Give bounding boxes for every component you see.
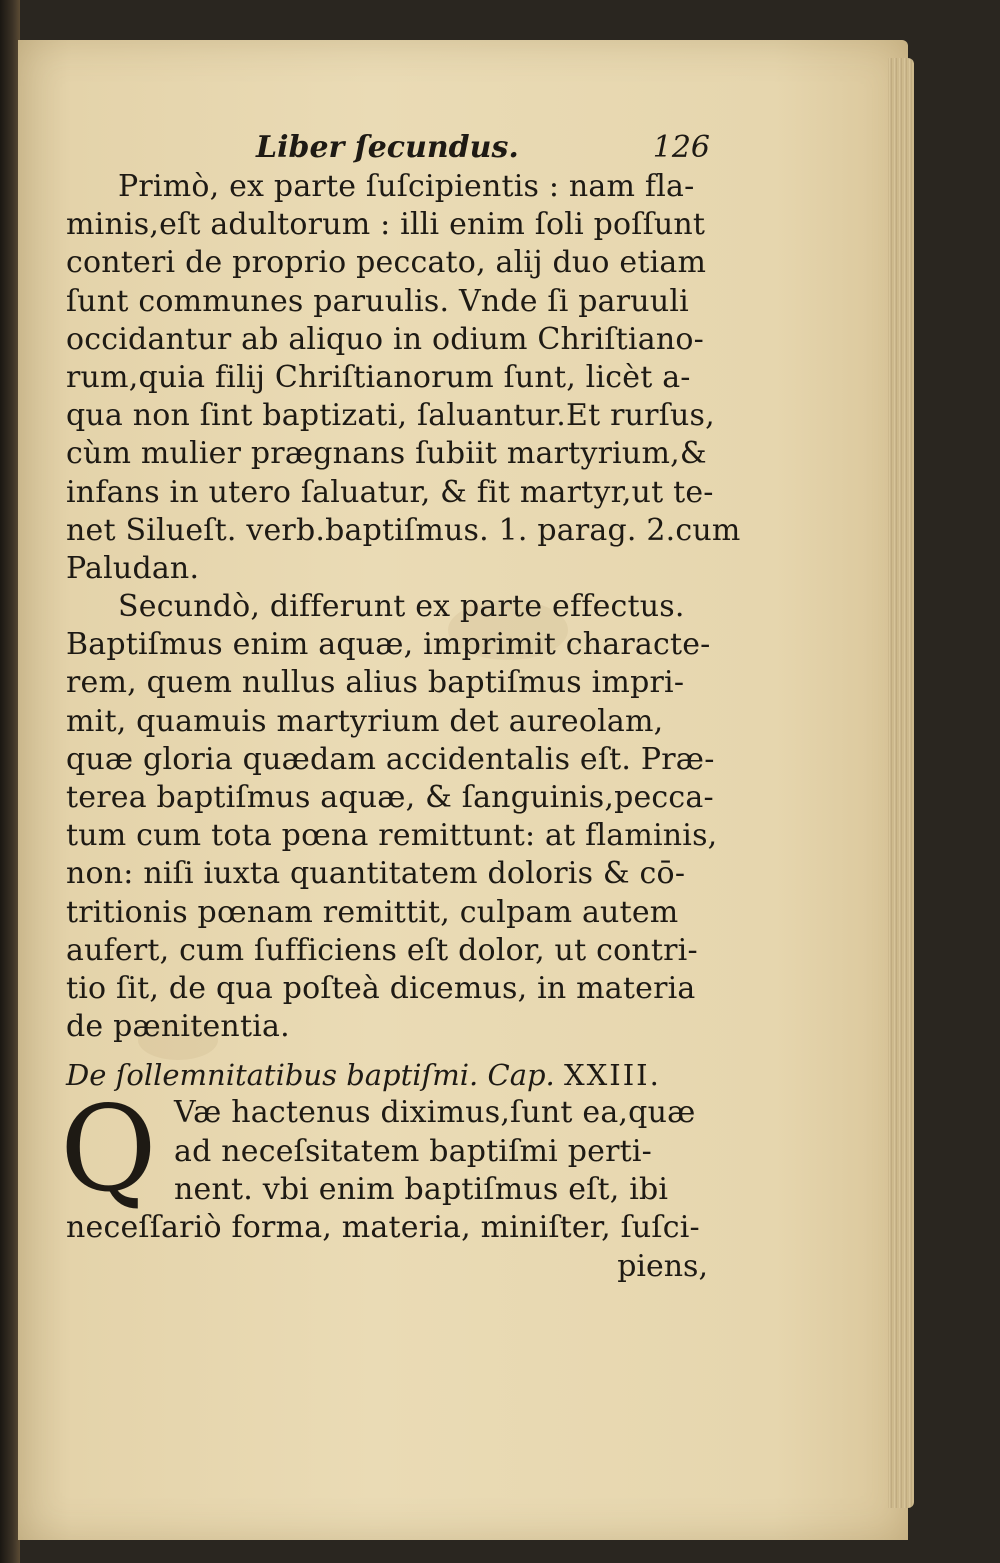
running-head (66, 120, 716, 168)
text-line: qua non ſint baptizati, ſaluantur.Et rurſus, (66, 398, 715, 434)
page-number: 126 (652, 130, 710, 165)
text-line: tio ſit, de qua poſteà dicemus, in materia (66, 970, 696, 1006)
running-head-title: Liber ſecundus. (256, 130, 519, 165)
text-line: de pænitentia. (66, 1009, 290, 1045)
text-line: rum,quia filij Chriſtianorum ſunt, licèt a- (66, 359, 691, 395)
text-line: nent. vbi enim baptiſmus eſt, ibi (174, 1171, 669, 1207)
chapter-title: De ſollemnitatibus baptiſmi. (66, 1058, 479, 1093)
text-line: tritionis pœnam remittit, culpam autem (66, 894, 679, 930)
chapter-cap-label: Cap. (487, 1058, 555, 1093)
text-line: ad neceſsitatem baptiſmi perti- (174, 1133, 652, 1169)
text-line: neceſſariò forma, materia, miniſter, ſuſci- (66, 1209, 700, 1245)
text-line: infans in utero ſaluatur, & fit martyr,ut te- (66, 474, 714, 510)
text-line: net Silueſt. verb.baptiſmus. 1. parag. 2.cum (66, 512, 741, 548)
chapter-heading (66, 1056, 716, 1094)
text-line: Væ hactenus diximus,ſunt ea,quæ (174, 1095, 696, 1131)
chapter-opening-lines (66, 1094, 716, 1209)
text-line: quæ gloria quædam accidentalis eſt. Præ- (66, 741, 715, 777)
paragraph-1 (66, 168, 741, 588)
text-line: terea baptiſmus aquæ, & ſanguinis,pecca- (66, 780, 714, 815)
text-block (60, 120, 741, 1287)
text-line: ſunt communes paruulis. Vnde ſi paruuli (66, 283, 689, 319)
drop-cap: Q (60, 1080, 157, 1219)
text-line: Primò, ex parte ſuſcipientis : nam fla- (118, 169, 695, 204)
text-line: occidantur ab aliquo in odium Chriſtiano- (66, 321, 704, 357)
page-edges (888, 58, 914, 1508)
catchword: piens, (617, 1249, 708, 1285)
text-line: minis,eſt adultorum : illi enim ſoli poſſunt (66, 207, 706, 243)
paragraph-2 (66, 588, 716, 1046)
text-line: aufert, cum ſufficiens eſt dolor, ut contri- (66, 932, 698, 968)
book-binding (0, 0, 20, 1563)
chapter-number: XXIII. (563, 1058, 661, 1093)
text-line: Secundò, differunt ex parte effectus. (118, 589, 685, 625)
text-line: tum cum tota pœna remittunt: at flaminis, (66, 818, 718, 854)
text-line: non: niſi iuxta quantitatem doloris & cō- (66, 856, 686, 892)
text-line: cùm mulier prægnans ſubiit martyrium,& (66, 436, 707, 472)
text-line: conteri de proprio peccato, alij duo etiam (66, 245, 707, 281)
text-line: Baptiſmus enim aquæ, imprimit characte- (66, 627, 711, 663)
text-line: mit, quamuis martyrium det aureolam, (66, 703, 664, 739)
text-line: rem, quem nullus alius baptiſmus impri- (66, 665, 685, 701)
text-line: Paludan. (66, 550, 200, 586)
